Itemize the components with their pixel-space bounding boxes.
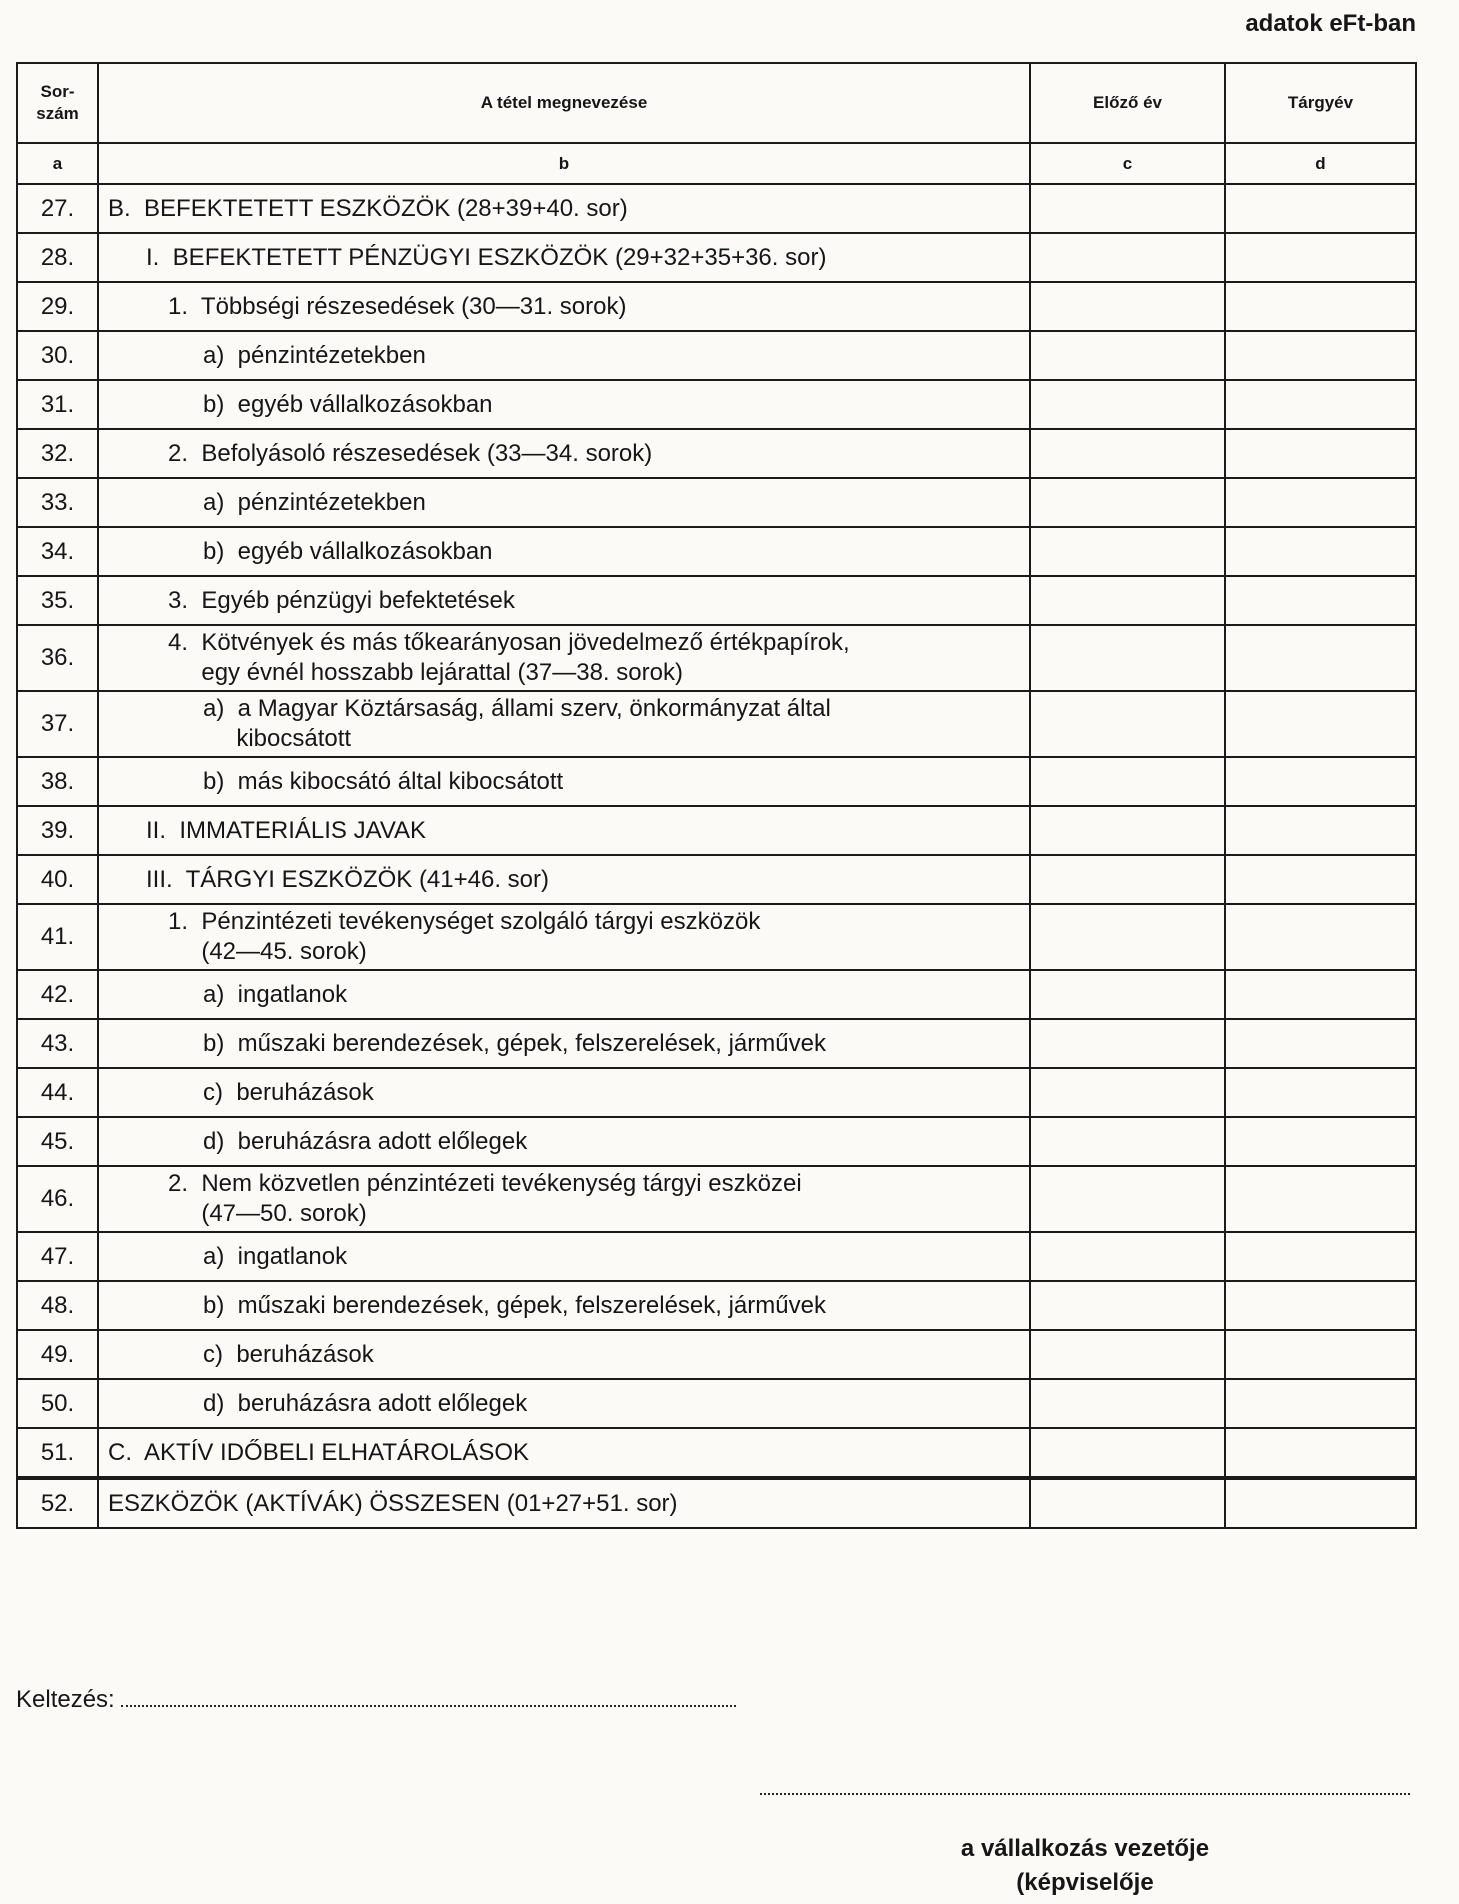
previous-year-cell[interactable] bbox=[1030, 855, 1225, 904]
previous-year-cell[interactable] bbox=[1030, 1330, 1225, 1379]
row-item-name bbox=[98, 1379, 1030, 1428]
previous-year-cell[interactable] bbox=[1030, 429, 1225, 478]
row-item-name bbox=[98, 184, 1030, 233]
row-number: 49. bbox=[17, 1330, 98, 1379]
previous-year-cell[interactable] bbox=[1030, 380, 1225, 429]
current-year-cell[interactable] bbox=[1225, 1166, 1416, 1232]
current-year-cell[interactable] bbox=[1225, 970, 1416, 1019]
header-row bbox=[17, 63, 1416, 143]
table-row bbox=[17, 1281, 1416, 1330]
row-item-text: a) a Magyar Köztársaság, állami szerv, önkormányzat által kibocsátott bbox=[203, 695, 831, 752]
previous-year-cell[interactable] bbox=[1030, 184, 1225, 233]
header-letter-c: c bbox=[1030, 143, 1225, 184]
signature-line-2: (képviselője bbox=[1016, 1869, 1154, 1896]
row-item-name bbox=[98, 1166, 1030, 1232]
table-row bbox=[17, 757, 1416, 806]
table-row bbox=[17, 806, 1416, 855]
current-year-cell[interactable] bbox=[1225, 478, 1416, 527]
header-row-number: Sor- szám bbox=[17, 63, 98, 143]
row-item-text: c) beruházások bbox=[203, 1340, 374, 1368]
table-row bbox=[17, 1019, 1416, 1068]
row-item-name bbox=[98, 757, 1030, 806]
table-row bbox=[17, 1117, 1416, 1166]
table-row bbox=[17, 1428, 1416, 1478]
previous-year-cell[interactable] bbox=[1030, 527, 1225, 576]
row-item-text: III. TÁRGYI ESZKÖZÖK (41+46. sor) bbox=[146, 865, 550, 893]
current-year-cell[interactable] bbox=[1225, 1428, 1416, 1478]
row-number: 48. bbox=[17, 1281, 98, 1330]
row-item-name bbox=[98, 282, 1030, 331]
row-item-text: c) beruházások bbox=[203, 1078, 374, 1106]
previous-year-cell[interactable] bbox=[1030, 1019, 1225, 1068]
current-year-cell[interactable] bbox=[1225, 1379, 1416, 1428]
header-previous-year: Előző év bbox=[1030, 63, 1225, 143]
table-row bbox=[17, 1068, 1416, 1117]
row-item-text: II. IMMATERIÁLIS JAVAK bbox=[146, 816, 427, 844]
previous-year-cell[interactable] bbox=[1030, 1117, 1225, 1166]
row-number: 28. bbox=[17, 233, 98, 282]
row-item-name bbox=[98, 1428, 1030, 1478]
row-item-text: a) pénzintézetekben bbox=[203, 488, 426, 516]
row-item-text: d) beruházásra adott előlegek bbox=[203, 1389, 528, 1417]
table-row bbox=[17, 625, 1416, 691]
row-item-name bbox=[98, 1019, 1030, 1068]
row-item-text: b) egyéb vállalkozásokban bbox=[203, 390, 493, 418]
header-letter-row bbox=[17, 143, 1416, 184]
row-item-name bbox=[98, 1330, 1030, 1379]
row-item-text: I. BEFEKTETETT PÉNZÜGYI ESZKÖZÖK (29+32+35+36. sor) bbox=[146, 243, 827, 271]
row-item-text: 2. Befolyásoló részesedések (33—34. sorok) bbox=[168, 439, 653, 467]
previous-year-cell[interactable] bbox=[1030, 806, 1225, 855]
row-number: 31. bbox=[17, 380, 98, 429]
row-item-text: 3. Egyéb pénzügyi befektetések bbox=[168, 586, 515, 614]
row-number: 51. bbox=[17, 1428, 98, 1478]
row-item-name bbox=[98, 1117, 1030, 1166]
current-year-cell[interactable] bbox=[1225, 1478, 1416, 1528]
row-number: 32. bbox=[17, 429, 98, 478]
row-item-text: 1. Többségi részesedések (30—31. sorok) bbox=[168, 292, 627, 320]
row-number: 47. bbox=[17, 1232, 98, 1281]
row-number: 41. bbox=[17, 904, 98, 970]
row-number: 34. bbox=[17, 527, 98, 576]
row-item-name bbox=[98, 576, 1030, 625]
row-number: 36. bbox=[17, 625, 98, 691]
table-row bbox=[17, 970, 1416, 1019]
current-year-cell[interactable] bbox=[1225, 527, 1416, 576]
row-item-text: b) műszaki berendezések, gépek, felszerelések, járművek bbox=[203, 1291, 826, 1319]
row-item-text: b) egyéb vállalkozásokban bbox=[203, 537, 493, 565]
row-item-name bbox=[98, 1232, 1030, 1281]
row-number: 35. bbox=[17, 576, 98, 625]
row-item-name bbox=[98, 1478, 1030, 1528]
row-item-text: b) műszaki berendezések, gépek, felszerelések, járművek bbox=[203, 1029, 826, 1057]
current-year-cell[interactable] bbox=[1225, 331, 1416, 380]
current-year-cell[interactable] bbox=[1225, 855, 1416, 904]
table-row bbox=[17, 855, 1416, 904]
row-item-text: a) pénzintézetekben bbox=[203, 341, 426, 369]
row-number: 27. bbox=[17, 184, 98, 233]
row-item-text: a) ingatlanok bbox=[203, 980, 348, 1008]
row-item-name bbox=[98, 233, 1030, 282]
date-label: Keltezés: bbox=[16, 1686, 115, 1713]
current-year-cell[interactable] bbox=[1225, 904, 1416, 970]
previous-year-cell[interactable] bbox=[1030, 1281, 1225, 1330]
table-row bbox=[17, 904, 1416, 970]
previous-year-cell[interactable] bbox=[1030, 1379, 1225, 1428]
current-year-cell[interactable] bbox=[1225, 1019, 1416, 1068]
table-row bbox=[17, 527, 1416, 576]
row-item-text: 4. Kötvények és más tőkearányosan jövedelmező értékpapírok, egy évnél hosszabb lejárattal (37—38. sorok) bbox=[168, 629, 850, 686]
row-item-name bbox=[98, 527, 1030, 576]
current-year-cell[interactable] bbox=[1225, 1281, 1416, 1330]
previous-year-cell[interactable] bbox=[1030, 691, 1225, 757]
current-year-cell[interactable] bbox=[1225, 1068, 1416, 1117]
previous-year-cell[interactable] bbox=[1030, 1166, 1225, 1232]
header-letter-a: a bbox=[17, 143, 98, 184]
table-row bbox=[17, 1166, 1416, 1232]
table-row bbox=[17, 691, 1416, 757]
previous-year-cell[interactable] bbox=[1030, 331, 1225, 380]
table-row bbox=[17, 478, 1416, 527]
current-year-cell[interactable] bbox=[1225, 233, 1416, 282]
row-number: 37. bbox=[17, 691, 98, 757]
current-year-cell[interactable] bbox=[1225, 757, 1416, 806]
previous-year-cell[interactable] bbox=[1030, 282, 1225, 331]
unit-note: adatok eFt-ban bbox=[1245, 10, 1416, 37]
row-number: 52. bbox=[17, 1478, 98, 1528]
row-number: 42. bbox=[17, 970, 98, 1019]
current-year-cell[interactable] bbox=[1225, 282, 1416, 331]
previous-year-cell[interactable] bbox=[1030, 970, 1225, 1019]
row-number: 38. bbox=[17, 757, 98, 806]
header-current-year: Tárgyév bbox=[1225, 63, 1416, 143]
table-row bbox=[17, 1232, 1416, 1281]
header-item-name: A tétel megnevezése bbox=[98, 63, 1030, 143]
row-item-text: a) ingatlanok bbox=[203, 1242, 348, 1270]
previous-year-cell[interactable] bbox=[1030, 757, 1225, 806]
current-year-cell[interactable] bbox=[1225, 576, 1416, 625]
previous-year-cell[interactable] bbox=[1030, 1428, 1225, 1478]
row-number: 46. bbox=[17, 1166, 98, 1232]
date-field[interactable] bbox=[121, 1687, 736, 1707]
current-year-cell[interactable] bbox=[1225, 380, 1416, 429]
previous-year-cell[interactable] bbox=[1030, 904, 1225, 970]
balance-sheet-table bbox=[16, 62, 1417, 1529]
date-line bbox=[16, 1686, 736, 1714]
header-letter-b: b bbox=[98, 143, 1030, 184]
table-row bbox=[17, 380, 1416, 429]
previous-year-cell[interactable] bbox=[1030, 1068, 1225, 1117]
row-item-text: d) beruházásra adott előlegek bbox=[203, 1127, 528, 1155]
row-item-text: B. BEFEKTETETT ESZKÖZÖK (28+39+40. sor) bbox=[108, 194, 628, 222]
previous-year-cell[interactable] bbox=[1030, 233, 1225, 282]
row-item-name bbox=[98, 380, 1030, 429]
table-row bbox=[17, 184, 1416, 233]
table-row bbox=[17, 331, 1416, 380]
table-row bbox=[17, 1330, 1416, 1379]
previous-year-cell[interactable] bbox=[1030, 1232, 1225, 1281]
previous-year-cell[interactable] bbox=[1030, 625, 1225, 691]
row-number: 30. bbox=[17, 331, 98, 380]
signature-line-1: a vállalkozás vezetője bbox=[960, 1835, 1210, 1862]
row-number: 45. bbox=[17, 1117, 98, 1166]
row-item-text: 2. Nem közvetlen pénzintézeti tevékenység tárgyi eszközei (47—50. sorok) bbox=[168, 1170, 802, 1227]
row-item-text: b) más kibocsátó által kibocsátott bbox=[203, 767, 564, 795]
row-item-name bbox=[98, 478, 1030, 527]
signature-field[interactable] bbox=[760, 1793, 1410, 1795]
row-item-text: ESZKÖZÖK (AKTÍVÁK) ÖSSZESEN (01+27+51. sor) bbox=[108, 1489, 678, 1517]
signature-label bbox=[760, 1832, 1410, 1900]
current-year-cell[interactable] bbox=[1225, 1232, 1416, 1281]
row-item-name bbox=[98, 855, 1030, 904]
table-row bbox=[17, 1379, 1416, 1428]
row-item-name bbox=[98, 904, 1030, 970]
row-item-name bbox=[98, 625, 1030, 691]
row-item-text: 1. Pénzintézeti tevékenységet szolgáló tárgyi eszközök (42—45. sorok) bbox=[168, 908, 761, 965]
previous-year-cell[interactable] bbox=[1030, 576, 1225, 625]
previous-year-cell[interactable] bbox=[1030, 478, 1225, 527]
row-item-name bbox=[98, 691, 1030, 757]
current-year-cell[interactable] bbox=[1225, 1330, 1416, 1379]
table-row bbox=[17, 1478, 1416, 1528]
row-item-text: C. AKTÍV IDŐBELI ELHATÁROLÁSOK bbox=[108, 1438, 530, 1466]
current-year-cell[interactable] bbox=[1225, 625, 1416, 691]
row-number: 39. bbox=[17, 806, 98, 855]
row-number: 33. bbox=[17, 478, 98, 527]
current-year-cell[interactable] bbox=[1225, 184, 1416, 233]
row-item-name bbox=[98, 331, 1030, 380]
current-year-cell[interactable] bbox=[1225, 429, 1416, 478]
row-item-name bbox=[98, 806, 1030, 855]
current-year-cell[interactable] bbox=[1225, 1117, 1416, 1166]
previous-year-cell[interactable] bbox=[1030, 1478, 1225, 1528]
current-year-cell[interactable] bbox=[1225, 806, 1416, 855]
row-number: 29. bbox=[17, 282, 98, 331]
row-item-name bbox=[98, 970, 1030, 1019]
row-number: 43. bbox=[17, 1019, 98, 1068]
row-item-name bbox=[98, 1068, 1030, 1117]
table-row bbox=[17, 429, 1416, 478]
row-item-name bbox=[98, 429, 1030, 478]
row-number: 40. bbox=[17, 855, 98, 904]
table-row bbox=[17, 282, 1416, 331]
row-number: 44. bbox=[17, 1068, 98, 1117]
table-row bbox=[17, 576, 1416, 625]
row-number: 50. bbox=[17, 1379, 98, 1428]
header-letter-d: d bbox=[1225, 143, 1416, 184]
table-row bbox=[17, 233, 1416, 282]
current-year-cell[interactable] bbox=[1225, 691, 1416, 757]
row-item-name bbox=[98, 1281, 1030, 1330]
